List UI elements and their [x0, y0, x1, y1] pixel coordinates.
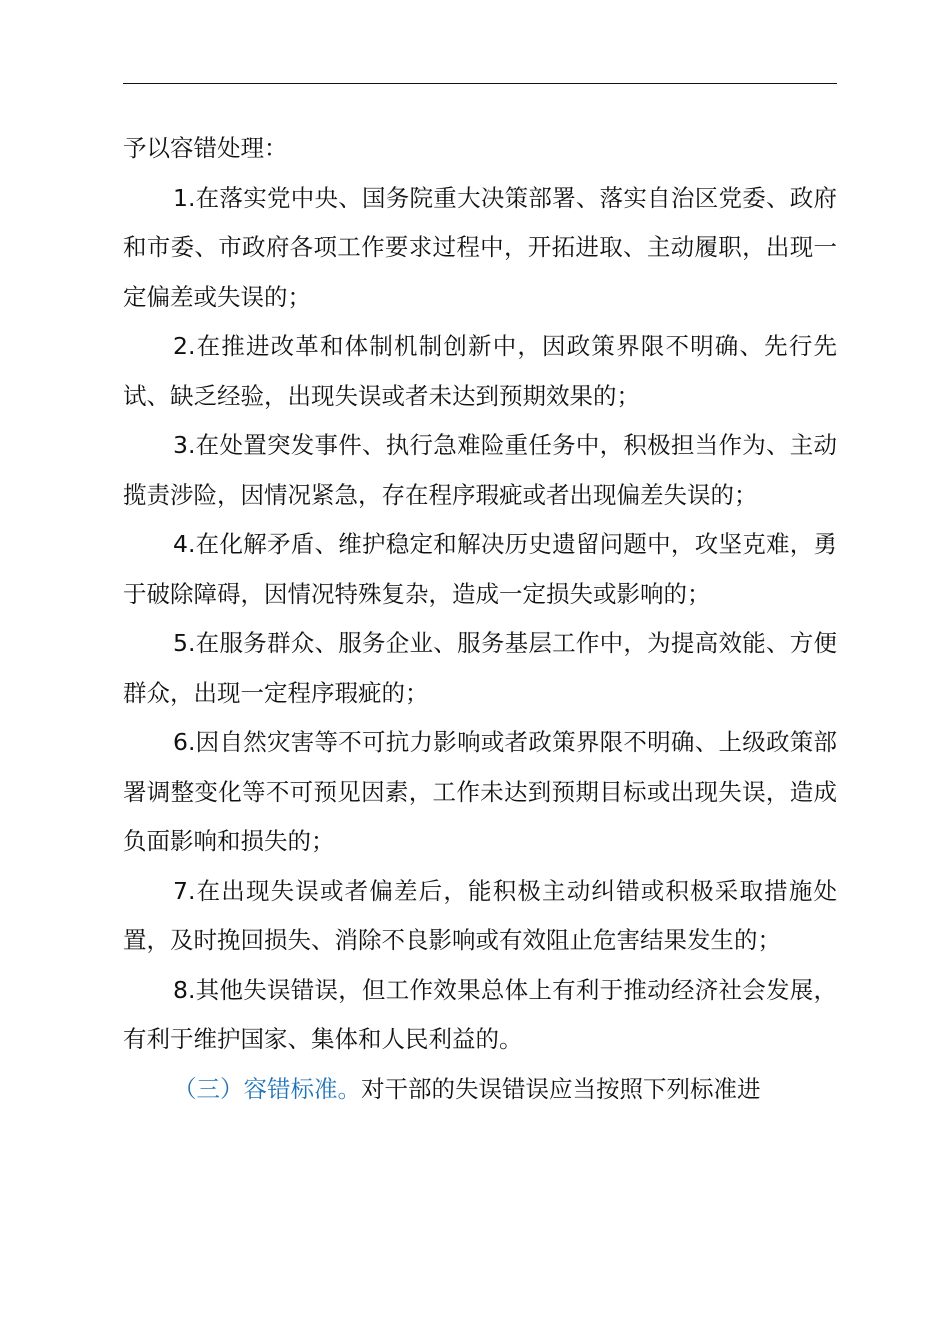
- section-heading: （三）容错标准。: [173, 1074, 361, 1103]
- list-item-3: 3.在处置突发事件、执行急难险重任务中，积极担当作为、主动揽责涉险，因情况紧急，存在程序瑕疵或者出现偏差失误的；: [123, 431, 837, 509]
- section-paragraph: [123, 1065, 837, 1115]
- document-body: [123, 124, 837, 1114]
- list-item-4: 4.在化解矛盾、维护稳定和解决历史遗留问题中，攻坚克难，勇于破除障碍，因情况特殊复杂，造成一定损失或影响的；: [123, 530, 837, 608]
- list-item-8: 8.其他失误错误，但工作效果总体上有利于推动经济社会发展，有利于维护国家、集体和人民利益的。: [123, 975, 837, 1053]
- section-text: 对干部的失误错误应当按照下列标准进: [361, 1074, 761, 1103]
- list-item-2: 2.在推进改革和体制机制创新中，因政策界限不明确、先行先试、缺乏经验，出现失误或者未达到预期效果的；: [123, 332, 837, 410]
- list-item-7: 7.在出现失误或者偏差后，能积极主动纠错或积极采取措施处置，及时挽回损失、消除不良影响或有效阻止危害结果发生的；: [123, 876, 837, 954]
- list-item-5: 5.在服务群众、服务企业、服务基层工作中，为提高效能、方便群众，出现一定程序瑕疵的；: [123, 629, 837, 707]
- header-rule: [123, 83, 837, 84]
- list-item-6: 6.因自然灾害等不可抗力影响或者政策界限不明确、上级政策部署调整变化等不可预见因素，工作未达到预期目标或出现失误，造成负面影响和损失的；: [123, 728, 837, 855]
- list-item-1: 1.在落实党中央、国务院重大决策部署、落实自治区党委、政府和市委、市政府各项工作要求过程中，开拓进取、主动履职，出现一定偏差或失误的；: [123, 183, 837, 311]
- opening-line: 予以容错处理：: [123, 134, 288, 162]
